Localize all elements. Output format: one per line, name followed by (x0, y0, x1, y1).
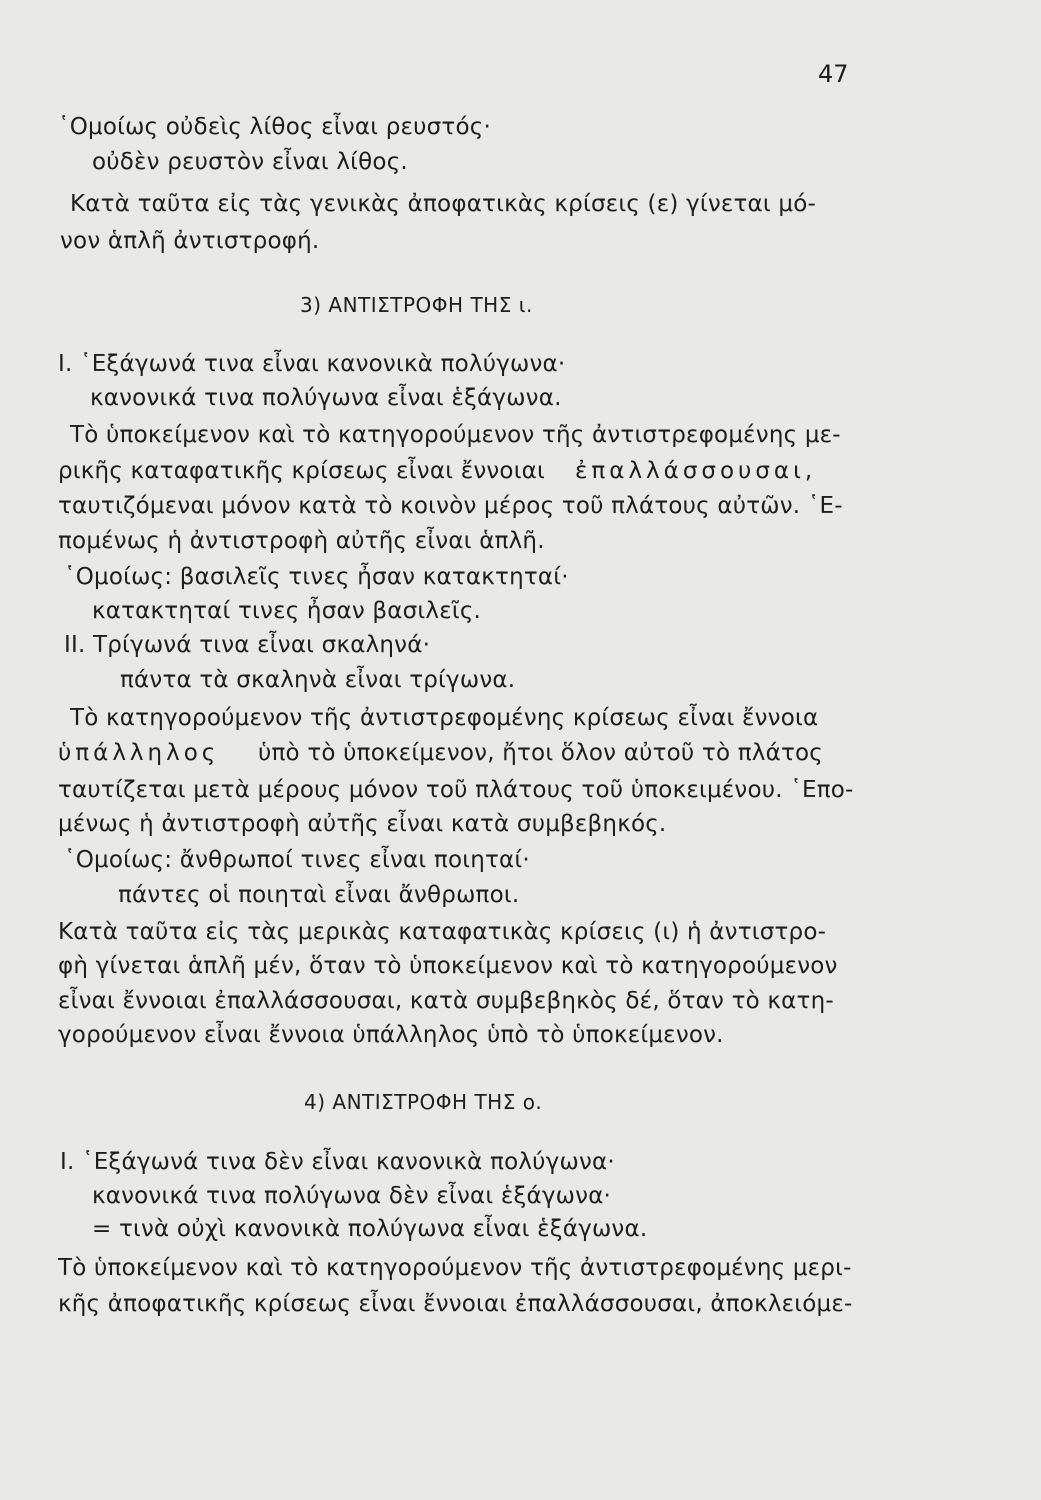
text-line: Τὸ ὑποκείμενον καὶ τὸ κατηγορούμενον τῆς ἀντιστρεφομένης μερι- (58, 1255, 852, 1281)
text-line: Κατὰ ταῦτα εἰς τὰς μερικὰς καταφατικὰς κρίσεις (ι) ἡ ἀντιστρο- (58, 919, 827, 945)
text-line: κατακτηταί τινες ἦσαν βασιλεῖς. (92, 598, 482, 624)
section-heading: 3) ΑΝΤΙΣΤΡΟΦΗ ΤΗΣ ι. (300, 293, 533, 317)
text-line: ῾Ομοίως οὐδεὶς λίθος εἶναι ρευστός· (58, 114, 491, 140)
section-heading: 4) ΑΝΤΙΣΤΡΟΦΗ ΤΗΣ ο. (304, 1090, 543, 1114)
text-line: ρικῆς καταφατικῆς κρίσεως εἶναι ἔννοιαι (58, 458, 546, 484)
text-line: κανονικά τινα πολύγωνα εἶναι ἑξάγωνα. (90, 385, 562, 411)
page-number: 47 (818, 60, 849, 88)
text-line: Ι. ῾Εξάγωνά τινα δὲν εἶναι κανονικὰ πολύγωνα· (60, 1149, 615, 1175)
text-line: μένως ἡ ἀντιστροφὴ αὐτῆς εἶναι κατὰ συμβεβηκός. (58, 811, 667, 837)
text-line: ῾Ομοίως: βασιλεῖς τινες ἦσαν κατακτηταί· (64, 564, 569, 590)
text-line: Τὸ ὑποκείμενον καὶ τὸ κατηγορούμενον τῆς ἀντιστρεφομένης με- (70, 422, 841, 448)
text-line: Ι. ῾Εξάγωνά τινα εἶναι κανονικὰ πολύγωνα· (58, 351, 566, 377)
spaced-term: ἐπαλλάσσουσαι, (575, 458, 817, 484)
text-line: Τὸ κατηγορούμενον τῆς ἀντιστρεφομένης κρίσεως εἶναι ἔννοια (70, 705, 819, 731)
text-line: πάντα τὰ σκαληνὰ εἶναι τρίγωνα. (120, 667, 516, 693)
text-line: ῾Ομοίως: ἄνθρωποί τινες εἶναι ποιηταί· (64, 847, 530, 873)
text-line: εἶναι ἔννοιαι ἐπαλλάσσουσαι, κατὰ συμβεβηκὸς δέ, ὅταν τὸ κατη- (58, 988, 834, 1014)
text-line: πάντες οἱ ποιηταὶ εἶναι ἄνθρωποι. (118, 882, 520, 908)
text-line: κῆς ἀποφατικῆς κρίσεως εἶναι ἔννοιαι ἐπαλλάσσουσαι, ἀποκλειόμε- (58, 1291, 853, 1317)
text-line: Κατὰ ταῦτα εἰς τὰς γενικὰς ἀποφατικὰς κρίσεις (ε) γίνεται μό- (70, 191, 817, 217)
text-line: ὑπὸ τὸ ὑποκείμενον, ἤτοι ὅλον αὐτοῦ τὸ πλάτος (258, 740, 823, 766)
text-line: ταυτιζόμεναι μόνον κατὰ τὸ κοινὸν μέρος τοῦ πλάτους αὐτῶν. ῾Ε- (58, 493, 843, 519)
text-line: γορούμενον εἶναι ἔννοια ὑπάλληλος ὑπὸ τὸ ὑποκείμενον. (58, 1022, 724, 1048)
spaced-term: ὑπάλληλος (58, 740, 220, 766)
text-line: = τινὰ οὐχὶ κανονικὰ πολύγωνα εἶναι ἑξάγωνα. (92, 1216, 648, 1242)
text-line: πομένως ἡ ἀντιστροφὴ αὐτῆς εἶναι ἁπλῆ. (58, 528, 545, 554)
text-line: ταυτίζεται μετὰ μέρους μόνον τοῦ πλάτους τοῦ ὑποκειμένου. ῾Επο- (58, 777, 854, 803)
text-line: ΙΙ. Τρίγωνά τινα εἶναι σκαληνά· (64, 632, 431, 658)
text-line: οὐδὲν ρευστὸν εἶναι λίθος. (92, 149, 408, 175)
text-line: κανονικά τινα πολύγωνα δὲν εἶναι ἑξάγωνα· (92, 1183, 612, 1209)
text-line: νον ἁπλῆ ἀντιστροφή. (60, 228, 320, 254)
text-line: φὴ γίνεται ἁπλῆ μέν, ὅταν τὸ ὑποκείμενον καὶ τὸ κατηγορούμενον (58, 953, 838, 979)
